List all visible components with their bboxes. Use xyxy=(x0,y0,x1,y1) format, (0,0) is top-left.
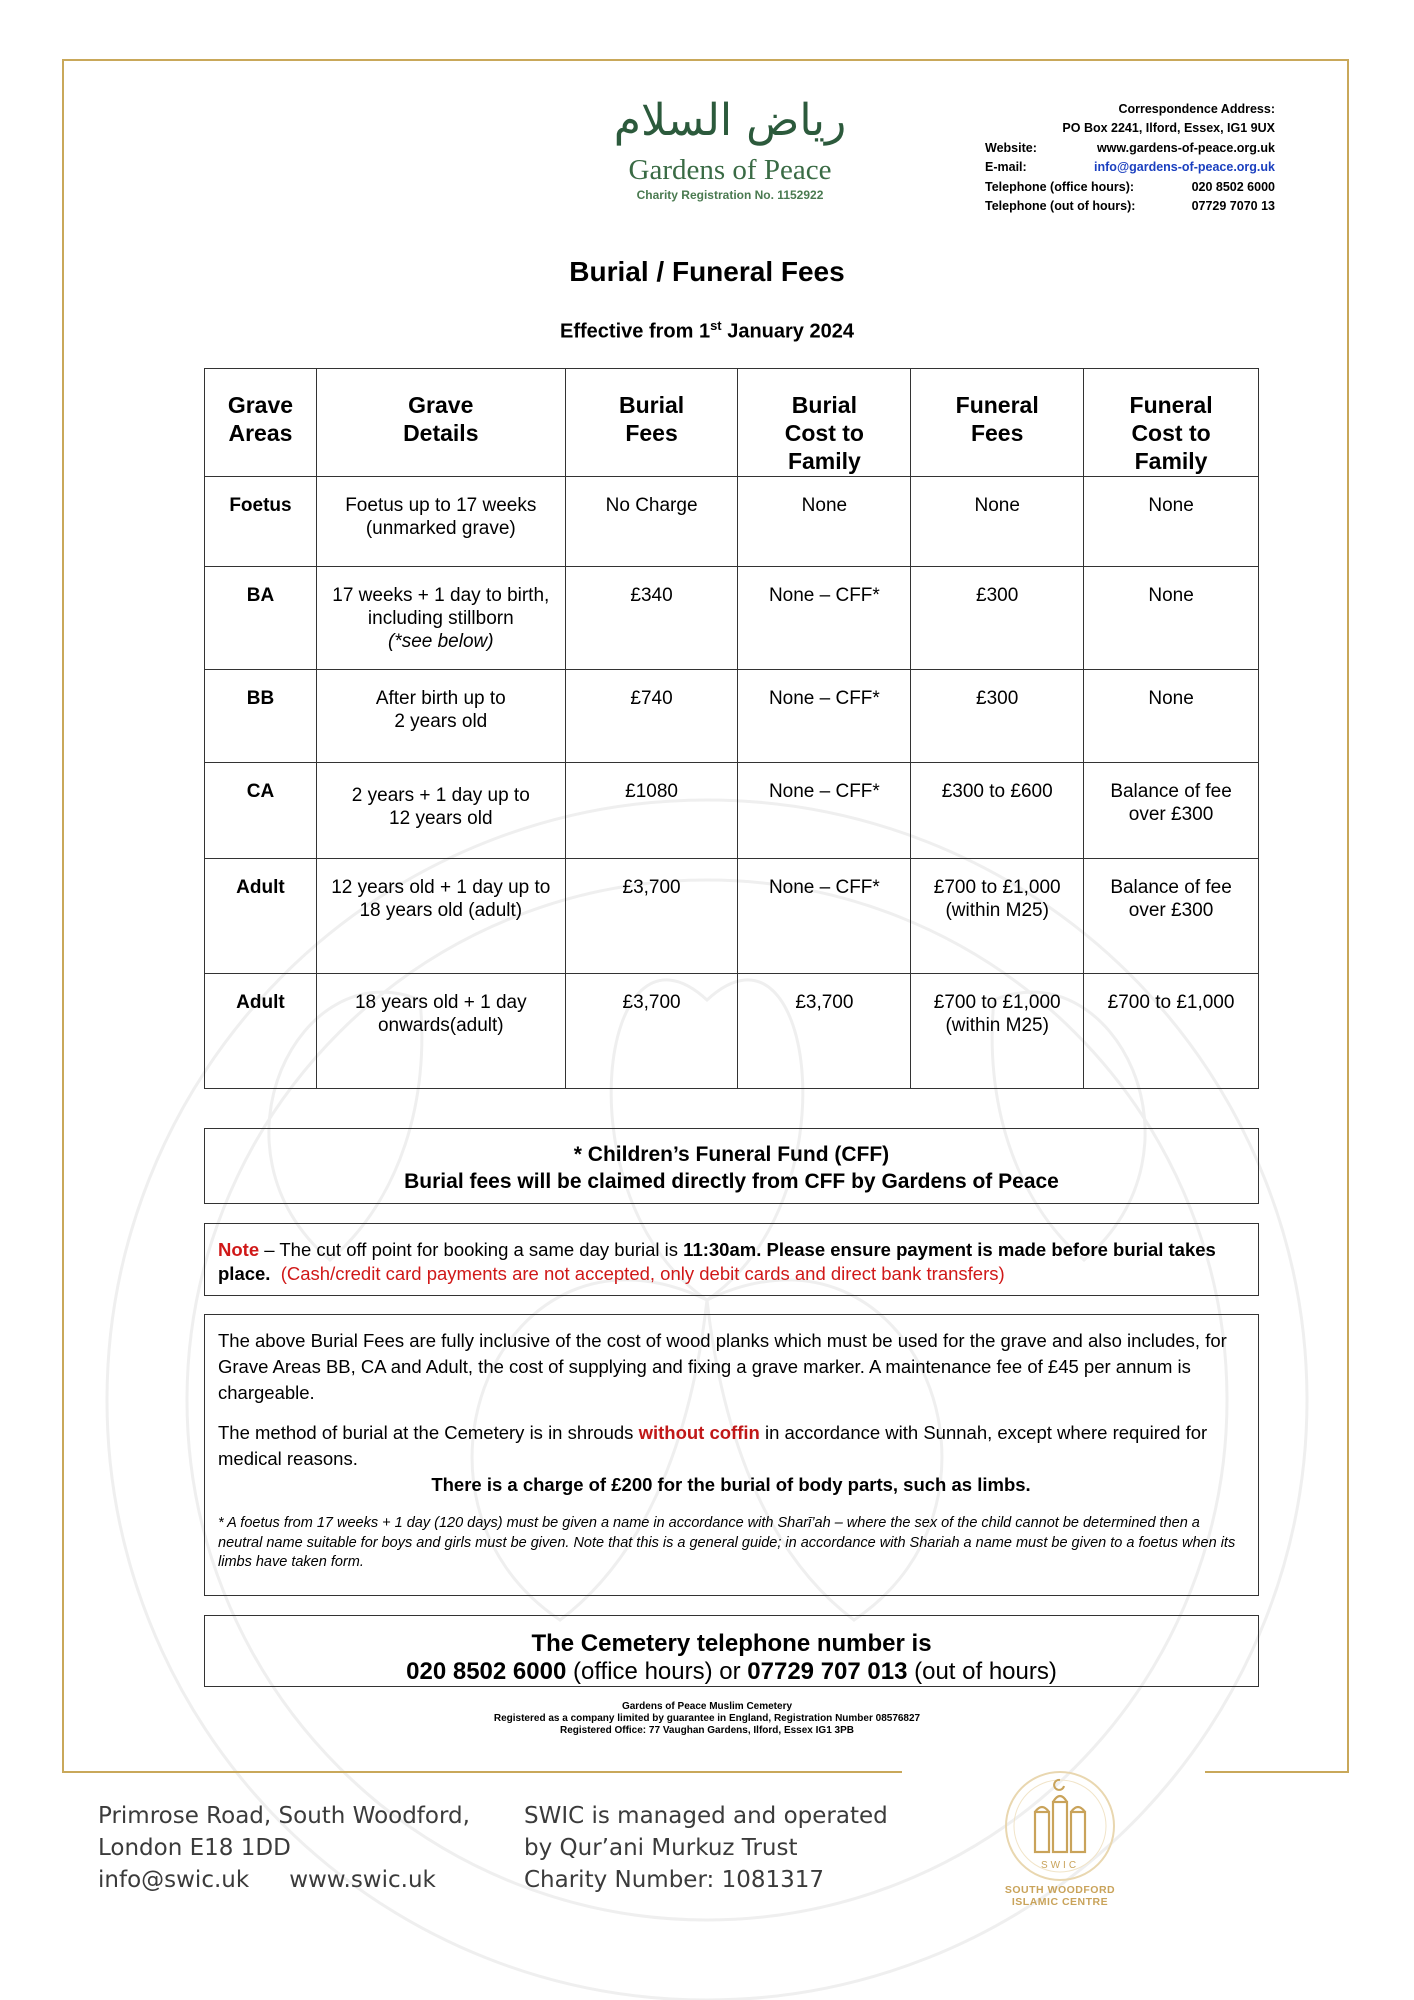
footer-management xyxy=(524,1800,888,1896)
table-row xyxy=(205,567,1259,670)
cell-details: After birth up to 2 years old xyxy=(316,670,565,763)
cell-details: 18 years old + 1 day onwards(adult) xyxy=(316,974,565,1089)
cff-box xyxy=(204,1128,1259,1204)
website-link[interactable]: www.gardens-of-peace.org.uk xyxy=(1096,140,1275,155)
note-text2: . Please ensure payment is made before burial takes place. xyxy=(218,1239,1216,1284)
correspondence-block xyxy=(985,100,1275,216)
tel-office-label: Telephone (office hours): xyxy=(985,179,1135,194)
registration-line: Registered Office: 77 Vaughan Gardens, Ilford, Essex IG1 3PB xyxy=(560,1725,854,1736)
phone-heading: The Cemetery telephone number is xyxy=(531,1630,932,1657)
header-grave-areas: Grave Areas xyxy=(205,369,317,477)
cell-funeral-cost: None xyxy=(1084,477,1259,567)
footer-website-link[interactable]: www.swic.uk xyxy=(289,1867,436,1893)
cell-burial-fees: £740 xyxy=(565,670,738,763)
cell-area: Adult xyxy=(205,974,317,1089)
cell-burial-cost: £3,700 xyxy=(738,974,911,1089)
cell-area: Adult xyxy=(205,859,317,974)
gardens-of-peace-logo xyxy=(600,92,860,202)
footer-address xyxy=(98,1800,470,1896)
company-registration xyxy=(0,1701,1414,1737)
email-link[interactable]: info@gardens-of-peace.org.uk xyxy=(1094,160,1275,175)
phone-box xyxy=(204,1615,1259,1687)
info-para1: The above Burial Fees are fully inclusive of the cost of wood planks which must be used for the grave and also includes, for Grave Areas BB, CA and Adult, the cost of supplying and fixing a grave marker. A maintenance fee of £45 per annum is chargeable. xyxy=(218,1330,1227,1403)
cell-area: BA xyxy=(205,567,317,670)
cell-area: CA xyxy=(205,763,317,859)
swic-logo-text: SWIC xyxy=(1040,1860,1080,1871)
email-label: E-mail: xyxy=(985,160,1027,175)
cell-funeral-cost: Balance of fee over £300 xyxy=(1084,763,1259,859)
registration-line: Registered as a company limited by guarantee in England, Registration Number 08576827 xyxy=(493,1713,921,1724)
cell-funeral-fees: £300 to £600 xyxy=(911,763,1084,859)
swic-caption: ISLAMIC CENTRE xyxy=(1011,1896,1109,1908)
cell-burial-cost: None – CFF* xyxy=(738,670,911,763)
cell-burial-cost: None – CFF* xyxy=(738,859,911,974)
cell-funeral-fees: £300 xyxy=(911,567,1084,670)
effective-date xyxy=(0,318,1414,344)
cell-funeral-fees: None xyxy=(911,477,1084,567)
note-box xyxy=(204,1223,1259,1296)
cell-funeral-fees: £700 to £1,000 (within M25) xyxy=(911,859,1084,974)
tel-out-label: Telephone (out of hours): xyxy=(985,199,1136,214)
cell-funeral-cost: Balance of fee over £300 xyxy=(1084,859,1259,974)
header-grave-details: Grave Details xyxy=(316,369,565,477)
footer-managed-line: SWIC is managed and operated xyxy=(524,1803,888,1829)
effective-suffix: January 2024 xyxy=(721,320,854,343)
cell-details: 12 years old + 1 day up to 18 years old (adult) xyxy=(316,859,565,974)
cell-burial-cost: None – CFF* xyxy=(738,567,911,670)
header-funeral-fees: Funeral Fees xyxy=(911,369,1084,477)
correspondence-heading: Correspondence Address: xyxy=(1118,102,1275,116)
cff-line2: Burial fees will be claimed directly from CFF by Gardens of Peace xyxy=(404,1170,1059,1193)
swic-logo xyxy=(995,1762,1125,1908)
frame-divider xyxy=(62,1771,902,1773)
footer-charity-number: Charity Number: 1081317 xyxy=(524,1867,824,1893)
payment-note: (Cash/credit card payments are not accepted, only debit cards and direct bank transfers) xyxy=(280,1263,1005,1284)
table-header-row xyxy=(205,369,1259,477)
cell-funeral-cost: None xyxy=(1084,670,1259,763)
cell-area: BB xyxy=(205,670,317,763)
effective-sup: st xyxy=(710,318,722,333)
fees-table xyxy=(204,368,1259,1089)
info-para2: The method of burial at the Cemetery is in shrouds without coffin in accordance with Sunnah, except where required for medical reasons. xyxy=(218,1422,1208,1469)
cell-funeral-fees: £300 xyxy=(911,670,1084,763)
registration-line: Gardens of Peace Muslim Cemetery xyxy=(621,1701,793,1712)
correspondence-address: PO Box 2241, Ilford, Essex, IG1 9UX xyxy=(1062,121,1275,136)
table-row xyxy=(205,670,1259,763)
table-row xyxy=(205,477,1259,567)
tel-office-number: 020 8502 6000 xyxy=(1191,179,1275,194)
cell-details: 17 weeks + 1 day to birth, including stillborn (*see below) xyxy=(316,567,565,670)
phone-numbers: 020 8502 6000 (office hours) or 07729 707 013 (out of hours) xyxy=(406,1658,1057,1685)
info-box xyxy=(204,1314,1259,1596)
swic-emblem-icon xyxy=(997,1762,1123,1884)
logo-arabic-text: رياض السلام xyxy=(613,95,847,146)
cff-line1: * Children’s Funeral Fund (CFF) xyxy=(573,1143,890,1166)
table-row xyxy=(205,859,1259,974)
cell-burial-fees: No Charge xyxy=(565,477,738,567)
cell-burial-cost: None – CFF* xyxy=(738,763,911,859)
charity-registration: Charity Registration No. 1152922 xyxy=(636,188,824,202)
cell-burial-fees: £1080 xyxy=(565,763,738,859)
cutoff-time: 11:30am xyxy=(683,1239,757,1260)
table-row xyxy=(205,763,1259,859)
header-burial-fees: Burial Fees xyxy=(565,369,738,477)
foetus-footnote: * A foetus from 17 weeks + 1 day (120 days) must be given a name in accordance with Sharī’ah – where the sex of the child cannot be determined then a neutral name suitable for boys and girls must be given. Note that this is a general guide; in accordance with Shariah a name must be given to a foetus when its limbs have taken form. xyxy=(218,1515,1236,1570)
body-parts-charge: There is a charge of £200 for the burial of body parts, such as limbs. xyxy=(431,1474,1031,1495)
table-row xyxy=(205,974,1259,1089)
cell-funeral-fees: £700 to £1,000 (within M25) xyxy=(911,974,1084,1089)
header-burial-cost: Burial Cost to Family xyxy=(738,369,911,477)
page-title: Burial / Funeral Fees xyxy=(569,256,845,287)
footer-address-line: London E18 1DD xyxy=(98,1835,291,1861)
tel-out-number: 07729 7070 13 xyxy=(1191,199,1275,214)
note-label: Note xyxy=(218,1239,260,1260)
cell-burial-fees: £340 xyxy=(565,567,738,670)
cell-funeral-cost: None xyxy=(1084,567,1259,670)
footer-managed-line: by Qur’ani Murkuz Trust xyxy=(524,1835,798,1861)
cell-burial-fees: £3,700 xyxy=(565,859,738,974)
footer-email-link[interactable]: info@swic.uk xyxy=(98,1867,250,1893)
header-funeral-cost: Funeral Cost to Family xyxy=(1084,369,1259,477)
cell-burial-fees: £3,700 xyxy=(565,974,738,1089)
cell-funeral-cost: £700 to £1,000 xyxy=(1084,974,1259,1089)
cell-details: 2 years + 1 day up to 12 years old xyxy=(316,763,565,859)
cell-burial-cost: None xyxy=(738,477,911,567)
footer-address-line: Primrose Road, South Woodford, xyxy=(98,1803,470,1829)
note-text1: – The cut off point for booking a same day burial is xyxy=(259,1239,684,1260)
frame-divider xyxy=(1205,1771,1349,1773)
cell-area: Foetus xyxy=(205,477,317,567)
website-label: Website: xyxy=(985,140,1037,155)
swic-caption: SOUTH WOODFORD xyxy=(1004,1884,1116,1896)
effective-prefix: Effective from 1 xyxy=(560,320,711,343)
cell-details: Foetus up to 17 weeks (unmarked grave) xyxy=(316,477,565,567)
logo-name: Gardens of Peace xyxy=(628,154,832,186)
